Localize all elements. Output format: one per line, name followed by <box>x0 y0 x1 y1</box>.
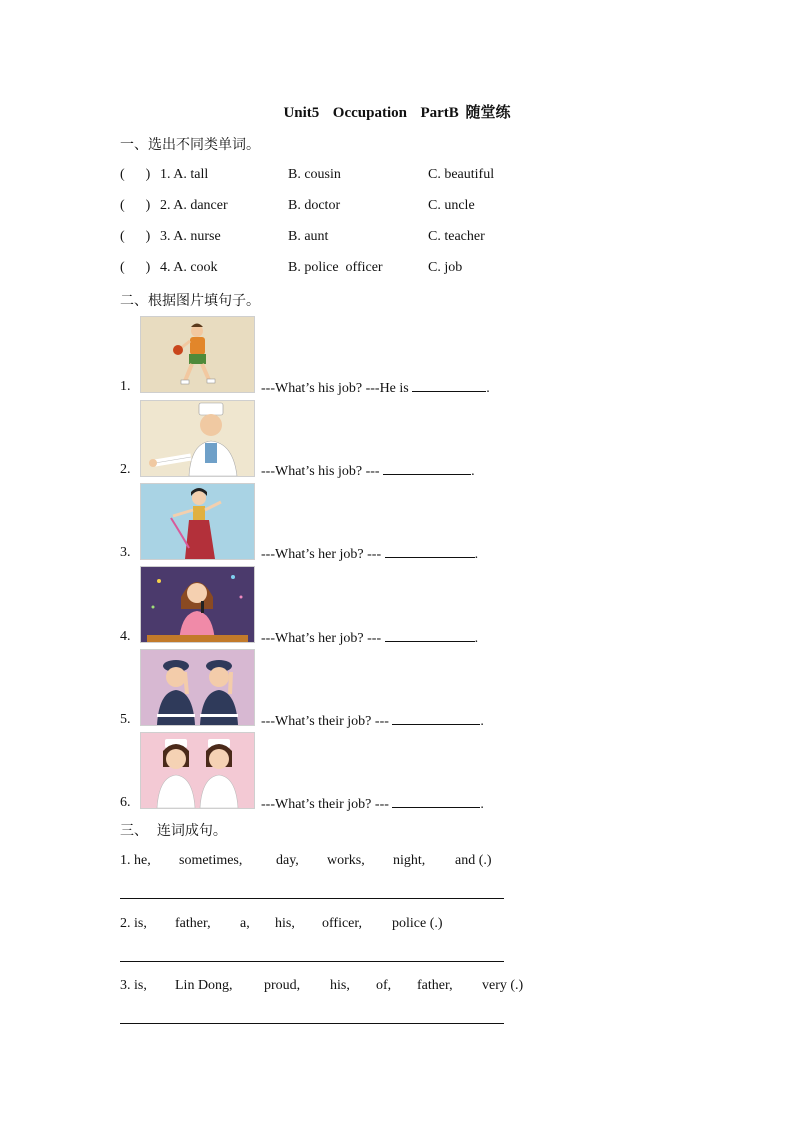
word: officer, <box>322 916 362 931</box>
answer-paren[interactable]: ( ) <box>120 260 151 275</box>
option-c: C. teacher <box>428 229 485 244</box>
answer-line[interactable] <box>120 898 504 899</box>
word: day, <box>276 853 299 868</box>
word: and (.) <box>455 853 492 868</box>
option-b: B. police officer <box>288 260 383 275</box>
question-end: . <box>474 547 479 562</box>
question-number: 4. <box>120 629 131 644</box>
section-heading-3: 三、 连词成句。 <box>120 823 227 839</box>
answer-blank[interactable] <box>392 712 480 725</box>
question-text <box>261 379 490 397</box>
question-text <box>261 545 478 563</box>
word: police (.) <box>392 916 443 931</box>
question-prompt: ---What’s her job? --- <box>261 547 385 562</box>
question-text <box>261 795 484 813</box>
section-heading-2: 二、根据图片填句子。 <box>120 293 260 309</box>
question-text <box>261 712 484 730</box>
answer-blank[interactable] <box>392 795 480 808</box>
question-prompt: ---What’s his job? --- <box>261 464 384 479</box>
word: father, <box>417 978 453 993</box>
word: of, <box>376 978 392 993</box>
question-number: 1. <box>120 379 131 394</box>
word: his, <box>275 916 295 931</box>
question-prompt: ---What’s her job? --- <box>261 631 385 646</box>
page-title: Unit5 Occupation PartB 随堂练 <box>283 105 511 121</box>
question-number: 2. <box>120 462 131 477</box>
option-a: 1. A. tall <box>160 167 209 182</box>
answer-blank[interactable] <box>385 629 475 642</box>
word: night, <box>393 853 426 868</box>
word: Lin Dong, <box>175 978 233 993</box>
answer-paren[interactable]: ( ) <box>120 229 151 244</box>
option-b: B. cousin <box>288 167 341 182</box>
question-end: . <box>486 381 490 396</box>
option-a: 2. A. dancer <box>160 198 228 213</box>
question-number: 6. <box>120 795 131 810</box>
option-a: 4. A. cook <box>160 260 218 275</box>
dancer-image <box>140 483 255 560</box>
question-text <box>261 629 478 647</box>
word: proud, <box>264 978 301 993</box>
option-b: B. doctor <box>288 198 341 213</box>
answer-line[interactable] <box>120 1023 504 1024</box>
word: 3. is, <box>120 978 147 993</box>
question-number: 5. <box>120 712 131 727</box>
answer-blank[interactable] <box>412 379 486 392</box>
question-prompt: ---What’s their job? --- <box>261 714 393 729</box>
answer-blank[interactable] <box>385 545 475 558</box>
question-end: . <box>480 797 484 812</box>
answer-paren[interactable]: ( ) <box>120 198 151 213</box>
question-prompt: ---What’s his job? ---He is <box>261 381 413 396</box>
word: his, <box>330 978 350 993</box>
word: works, <box>327 853 365 868</box>
question-end: . <box>480 714 484 729</box>
word: 1. he, <box>120 853 151 868</box>
word: sometimes, <box>179 853 243 868</box>
answer-line[interactable] <box>120 961 504 962</box>
question-number: 3. <box>120 545 131 560</box>
doctor-image <box>140 400 255 477</box>
word: 2. is, <box>120 916 147 931</box>
word: a, <box>240 916 250 931</box>
option-b: B. aunt <box>288 229 329 244</box>
answer-paren[interactable]: ( ) <box>120 167 151 182</box>
question-prompt: ---What’s their job? --- <box>261 797 393 812</box>
question-text <box>261 462 475 480</box>
nurses-image <box>140 732 255 809</box>
question-end: . <box>471 464 475 479</box>
word: father, <box>175 916 211 931</box>
question-end: . <box>474 631 479 646</box>
singer-image <box>140 566 255 643</box>
option-c: C. job <box>428 260 463 275</box>
basketball-player-image <box>140 316 255 393</box>
option-c: C. beautiful <box>428 167 495 182</box>
police-officers-image <box>140 649 255 726</box>
word: very (.) <box>482 978 524 993</box>
option-a: 3. A. nurse <box>160 229 221 244</box>
section-heading-1: 一、选出不同类单词。 <box>120 137 260 153</box>
answer-blank[interactable] <box>383 462 471 475</box>
option-c: C. uncle <box>428 198 475 213</box>
